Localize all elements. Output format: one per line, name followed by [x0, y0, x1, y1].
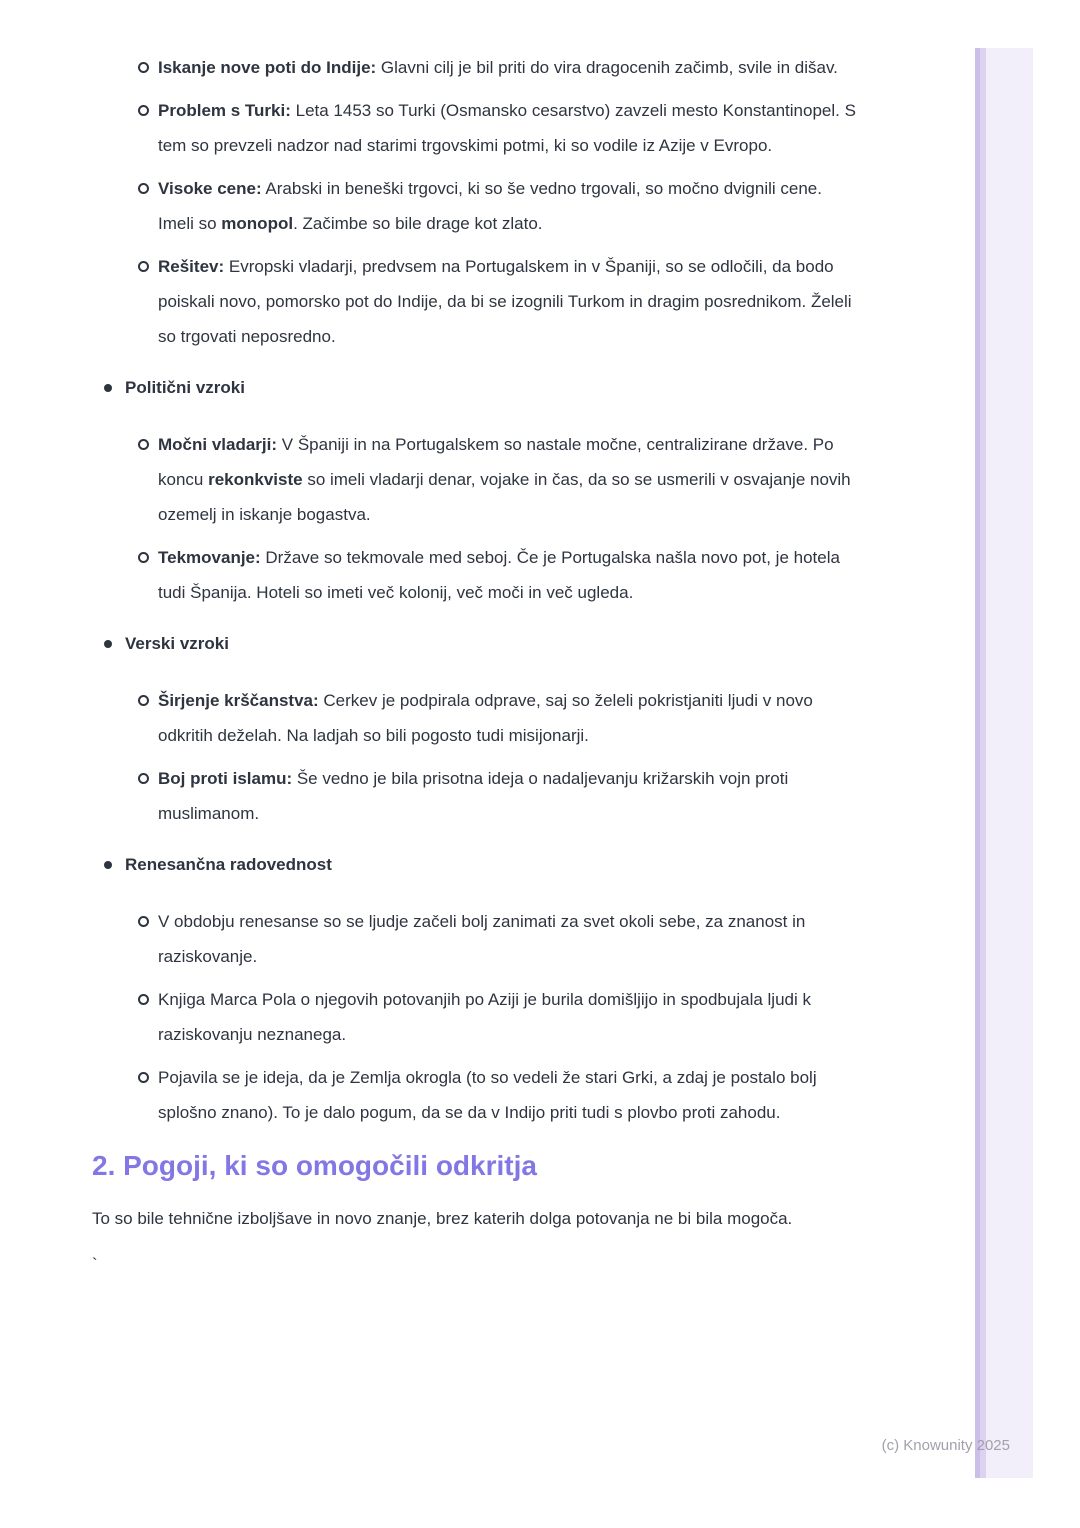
list-item-text: Visoke cene: Arabski in beneški trgovci, ki so še vedno trgovali, so močno dvignili cene. Imeli so monopol. Začimbe so bile drage kot zlato. [158, 179, 822, 233]
circle-bullet-icon [138, 183, 149, 194]
list-item-text: Tekmovanje: Države so tekmovale med seboj. Če je Portugalska našla novo pot, je hotela tudi Španija. Hoteli so imeti več kolonij, več moči in več ugleda. [158, 548, 840, 602]
list-item-text: Širjenje krščanstva: Cerkev je podpirala odprave, saj so želeli pokristjaniti ljudi v novo odkritih deželah. Na ladjah so bili pogosto tudi misijonarji. [158, 691, 813, 745]
list-item [92, 761, 938, 831]
list-item [92, 171, 938, 241]
list-item [92, 982, 938, 1052]
bullet-icon [104, 640, 112, 648]
list-item [92, 93, 938, 163]
copyright-footer: (c) Knowunity 2025 [881, 1437, 1010, 1454]
bullet-heading-text: Politični vzroki [125, 378, 245, 397]
list-item [92, 50, 938, 85]
bullet-heading [92, 370, 938, 405]
circle-bullet-icon [138, 439, 149, 450]
circle-bullet-icon [138, 773, 149, 784]
list-item [92, 683, 938, 753]
list-item [92, 249, 938, 354]
list-item-text: Problem s Turki: Leta 1453 so Turki (Osmansko cesarstvo) zavzeli mesto Konstantinopel. S tem so prevzeli nadzor nad starimi trgovskimi potmi, ki so vodile iz Azije v Evropo. [158, 101, 856, 155]
bullet-icon [104, 861, 112, 869]
bullet-heading-text: Verski vzroki [125, 634, 229, 653]
circle-bullet-icon [138, 1072, 149, 1083]
list-item-text: Rešitev: Evropski vladarji, predvsem na Portugalskem in v Španiji, so se odločili, da bodo poiskali novo, pomorsko pot do Indije, da bi se izognili Turkom in dragim posrednikom. Želeli so trgovati neposredno. [158, 257, 852, 346]
bullet-heading-text: Renesančna radovednost [125, 855, 332, 874]
list-item-text: Iskanje nove poti do Indije: Glavni cilj je bil priti do vira dragocenih začimb, svile in dišav. [158, 58, 838, 77]
list-item [92, 1060, 938, 1130]
bullet-icon [104, 384, 112, 392]
backtick-mark: ` [92, 1255, 98, 1274]
circle-bullet-icon [138, 916, 149, 927]
circle-bullet-icon [138, 552, 149, 563]
paragraph: To so bile tehnične izboljšave in novo znanje, brez katerih dolga potovanja ne bi bila mogoča. [92, 1209, 793, 1228]
list-item-text: Knjiga Marca Pola o njegovih potovanjih po Aziji je burila domišljijo in spodbujala ljudi k raziskovanju neznanega. [158, 990, 811, 1044]
section-heading: 2. Pogoji, ki so omogočili odkritja [92, 1150, 537, 1181]
circle-bullet-icon [138, 994, 149, 1005]
list-item-text: Boj proti islamu: Še vedno je bila prisotna ideja o nadaljevanju križarskih vojn proti muslimanom. [158, 769, 789, 823]
circle-bullet-icon [138, 695, 149, 706]
circle-bullet-icon [138, 105, 149, 116]
list-item [92, 904, 938, 974]
circle-bullet-icon [138, 62, 149, 73]
document-content [92, 50, 938, 1292]
bullet-heading [92, 626, 938, 661]
bullet-heading [92, 847, 938, 882]
list-item-text: V obdobju renesanse so se ljudje začeli bolj zanimati za svet okoli sebe, za znanost in raziskovanje. [158, 912, 806, 966]
list-item [92, 540, 938, 610]
circle-bullet-icon [138, 261, 149, 272]
list-item-text: Močni vladarji: V Španiji in na Portugalskem so nastale močne, centralizirane države. Po koncu rekonkviste so imeli vladarji denar, vojake in čas, da so se usmerili v osvajanje novih ozemelj in iskanje bogastva. [158, 435, 851, 524]
list-item-text: Pojavila se je ideja, da je Zemlja okrogla (to so vedeli že stari Grki, a zdaj je postalo bolj splošno znano). To je dalo pogum, da se da v Indijo priti tudi s plovbo proti zahodu. [158, 1068, 817, 1122]
list-item [92, 427, 938, 532]
page-edge-strip [975, 48, 1033, 1478]
